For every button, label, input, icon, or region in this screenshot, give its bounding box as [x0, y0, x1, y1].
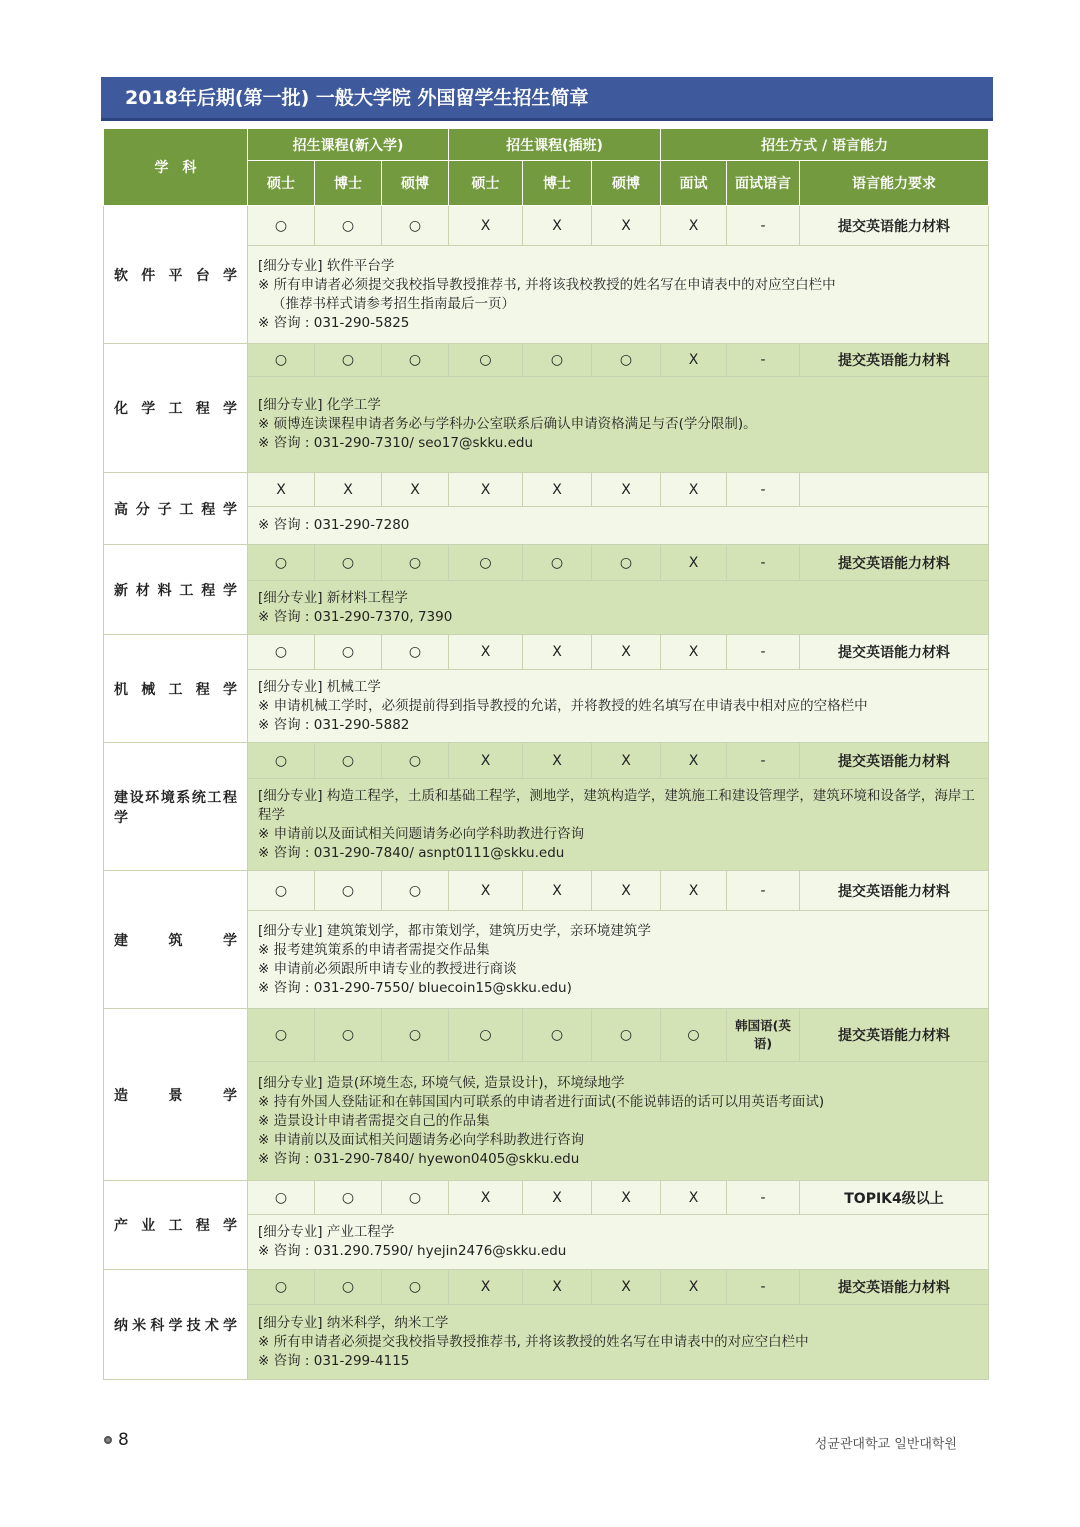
detail-line: ※ 咨询 : 031-290-7550/ bluecoin15@skku.edu) [258, 979, 572, 996]
mark-cell: ○ [661, 1009, 727, 1062]
mark-cell: X [449, 743, 523, 779]
detail-line: ※ 所有申请者必须提交我校指导教授推荐书, 并将该教授的姓名写在申请表中的对应空白栏中 [258, 1333, 809, 1350]
detail-line: ※ 所有申请者必须提交我校指导教授推荐书, 并将该我校教授的姓名写在申请表中的对应空白栏中 [258, 276, 836, 293]
subject-name: 建设环境系统工程学 [104, 743, 248, 871]
mark-cell: ○ [248, 344, 315, 377]
header-col-master: 硕士 [449, 161, 523, 206]
detail-line: [细分专业] 新材料工程学 [258, 589, 408, 606]
subject-details [248, 1215, 989, 1270]
mark-cell: X [449, 1270, 523, 1305]
mark-cell: ○ [315, 545, 382, 581]
mark-cell: ○ [592, 344, 661, 377]
detail-line: ※ 咨询 : 031-299-4115 [258, 1352, 410, 1369]
mark-cell: ○ [382, 1009, 449, 1062]
detail-line: ※ 咨询 : 031-290-7840/ hyewon0405@skku.edu [258, 1150, 580, 1167]
mark-cell: ○ [382, 871, 449, 911]
mark-cell: X [592, 206, 661, 246]
table-row [104, 1181, 989, 1215]
mark-cell: ○ [315, 344, 382, 377]
header-col-language-requirement: 语言能力要求 [800, 161, 989, 206]
mark-cell: X [661, 871, 727, 911]
subject-details [248, 670, 989, 743]
mark-cell: ○ [523, 545, 592, 581]
subject-details [248, 246, 989, 344]
mark-cell: X [449, 1181, 523, 1215]
mark-cell: ○ [523, 344, 592, 377]
detail-line: [细分专业] 构造工程学，土质和基础工程学，测地学，建筑构造学，建筑施工和建设管理学，建筑环境和设备学，海岸工程学 [258, 787, 975, 823]
mark-cell: ○ [248, 1270, 315, 1305]
detail-line: [细分专业] 产业工程学 [258, 1224, 395, 1240]
subject-name: 新材料工程学 [104, 545, 248, 635]
mark-cell: ○ [248, 206, 315, 246]
mark-cell: ○ [248, 1009, 315, 1062]
mark-cell: X [523, 206, 592, 246]
mark-cell: ○ [315, 1270, 382, 1305]
header-col-doctor: 博士 [523, 161, 592, 206]
mark-cell: ○ [592, 545, 661, 581]
language-requirement: 提交英语能力材料 [800, 635, 989, 670]
mark-cell: X [449, 871, 523, 911]
mark-cell: - [727, 635, 800, 670]
detail-line: ※ 咨询 : 031-290-7840/ asnpt0111@skku.edu [258, 844, 565, 861]
mark-cell: X [248, 473, 315, 507]
header-col-interview-language: 面试语言 [727, 161, 800, 206]
subject-name: 机械工程学 [104, 635, 248, 743]
detail-line: ※ 咨询 : 031.290.7590/ hyejin2476@skku.edu [258, 1243, 567, 1259]
mark-cell: X [592, 1270, 661, 1305]
subject-details [248, 911, 989, 1009]
mark-cell: X [661, 1270, 727, 1305]
mark-cell: X [523, 635, 592, 670]
subject-name: 建筑学 [104, 871, 248, 1009]
subject-details [248, 377, 989, 473]
language-requirement: 提交英语能力材料 [800, 871, 989, 911]
mark-cell: ○ [382, 344, 449, 377]
subject-details [248, 507, 989, 545]
mark-cell: ○ [315, 1009, 382, 1062]
subject-name: 高分子工程学 [104, 473, 248, 545]
table-row [104, 473, 989, 507]
mark-cell: ○ [248, 545, 315, 581]
mark-cell: ○ [382, 1181, 449, 1215]
detail-line: （推荐书样式请参考招生指南最后一页） [272, 295, 515, 312]
mark-cell: ○ [248, 1181, 315, 1215]
detail-line: [细分专业] 软件平台学 [258, 257, 395, 274]
language-requirement: TOPIK4级以上 [800, 1181, 989, 1215]
mark-cell: ○ [449, 545, 523, 581]
mark-cell: X [661, 344, 727, 377]
mark-cell: X [661, 206, 727, 246]
detail-line: ※ 申请机械工学时，必须提前得到指导教授的允诺，并将教授的姓名填写在申请表中相对应的空格栏中 [258, 697, 868, 714]
header-new-admission: 招生课程(新入学) [248, 129, 449, 161]
mark-cell: X [523, 743, 592, 779]
mark-cell: X [315, 473, 382, 507]
mark-cell: - [727, 1270, 800, 1305]
mark-cell: - [727, 743, 800, 779]
detail-line: ※ 咨询 : 031-290-7310/ seo17@skku.edu [258, 435, 534, 451]
mark-cell: X [449, 473, 523, 507]
header-transfer: 招生课程(插班) [449, 129, 661, 161]
header-col-combined: 硕博 [382, 161, 449, 206]
header-col-doctor: 博士 [315, 161, 382, 206]
mark-cell: ○ [248, 743, 315, 779]
page-number: 8 [104, 1430, 129, 1450]
table-row [104, 871, 989, 911]
header-col-interview: 面试 [661, 161, 727, 206]
detail-line: ※ 申请前以及面试相关问题请务必向学科助教进行咨询 [258, 1131, 585, 1148]
detail-line: ※ 硕博连读课程申请者务必与学科办公室联系后确认申请资格满足与否(学分限制)。 [258, 416, 757, 432]
mark-cell: X [523, 1181, 592, 1215]
subject-name: 化学工程学 [104, 344, 248, 473]
mark-cell: X [661, 545, 727, 581]
detail-line: ※ 申请前必须跟所申请专业的教授进行商谈 [258, 960, 517, 977]
detail-line: ※ 持有外国人登陆证和在韩国国内可联系的申请者进行面试(不能说韩语的话可以用英语考面试) [258, 1093, 825, 1110]
table-row [104, 635, 989, 670]
mark-cell: X [592, 871, 661, 911]
language-requirement: 提交英语能力材料 [800, 1009, 989, 1062]
detail-line: [细分专业] 纳米科学，纳米工学 [258, 1314, 449, 1331]
mark-cell: X [661, 473, 727, 507]
header-subject: 学 科 [104, 129, 248, 206]
page-title: 2018年后期(第一批) 一般大学院 外国留学生招生简章 [101, 77, 993, 121]
mark-cell: - [727, 344, 800, 377]
detail-line: ※ 报考建筑策系的申请者需提交作品集 [258, 941, 490, 958]
mark-cell: X [523, 1270, 592, 1305]
mark-cell: X [449, 206, 523, 246]
subject-name: 造景学 [104, 1009, 248, 1181]
mark-cell: X [523, 473, 592, 507]
mark-cell: ○ [248, 871, 315, 911]
mark-cell: - [727, 545, 800, 581]
language-requirement: 提交英语能力材料 [800, 545, 989, 581]
table-row [104, 1270, 989, 1305]
mark-cell: X [661, 1181, 727, 1215]
language-requirement: 提交英语能力材料 [800, 743, 989, 779]
mark-cell: ○ [449, 344, 523, 377]
detail-line: ※ 申请前以及面试相关问题请务必向学科助教进行咨询 [258, 825, 585, 842]
detail-line: [细分专业] 建筑策划学，都市策划学，建筑历史学，亲环境建筑学 [258, 922, 651, 939]
table-row [104, 206, 989, 246]
mark-cell: ○ [382, 206, 449, 246]
detail-line: ※ 咨询 : 031-290-5882 [258, 716, 410, 733]
detail-line: ※ 咨询 : 031-290-5825 [258, 314, 410, 331]
mark-cell: X [382, 473, 449, 507]
language-requirement: 提交英语能力材料 [800, 344, 989, 377]
language-requirement: 提交英语能力材料 [800, 206, 989, 246]
school-name: 성균관대학교 일반대학원 [814, 1437, 957, 1452]
table-row [104, 743, 989, 779]
detail-line: [细分专业] 机械工学 [258, 678, 381, 695]
header-col-combined: 硕博 [592, 161, 661, 206]
table-row [104, 545, 989, 581]
table-row [104, 1009, 989, 1062]
mark-cell: ○ [449, 1009, 523, 1062]
mark-cell: X [592, 1181, 661, 1215]
detail-line: [细分专业] 造景(环境生态, 环境气候, 造景设计)，环境绿地学 [258, 1074, 625, 1091]
mark-cell: - [727, 871, 800, 911]
language-requirement: 提交英语能力材料 [800, 1270, 989, 1305]
language-requirement [800, 473, 989, 507]
mark-cell: X [592, 473, 661, 507]
subject-details [248, 1062, 989, 1181]
detail-line: [细分专业] 化学工学 [258, 397, 381, 413]
detail-line: ※ 咨询 : 031-290-7370, 7390 [258, 608, 453, 625]
mark-cell: X [592, 635, 661, 670]
detail-line: ※ 造景设计申请者需提交自己的作品集 [258, 1112, 490, 1129]
mark-cell: ○ [315, 206, 382, 246]
mark-cell: - [727, 1181, 800, 1215]
mark-cell: ○ [592, 1009, 661, 1062]
mark-cell: ○ [248, 635, 315, 670]
mark-cell: ○ [523, 1009, 592, 1062]
mark-cell: ○ [382, 635, 449, 670]
mark-cell: X [592, 743, 661, 779]
mark-cell: X [661, 635, 727, 670]
subject-name: 纳米科学技术学 [104, 1270, 248, 1380]
mark-cell: X [449, 635, 523, 670]
subject-name: 产业工程学 [104, 1181, 248, 1270]
mark-cell: ○ [315, 1181, 382, 1215]
mark-cell: ○ [382, 743, 449, 779]
subject-name: 软件平台学 [104, 206, 248, 344]
admission-table [103, 128, 989, 1380]
bullet-icon [104, 1436, 112, 1444]
subject-details [248, 1305, 989, 1380]
mark-cell: ○ [382, 1270, 449, 1305]
mark-cell: ○ [315, 743, 382, 779]
table-row [104, 344, 989, 377]
mark-cell: 韩国语(英语) [727, 1009, 800, 1062]
header-method-language: 招生方式 / 语言能力 [661, 129, 989, 161]
mark-cell: - [727, 473, 800, 507]
subject-details [248, 581, 989, 635]
mark-cell: ○ [315, 635, 382, 670]
detail-line: ※ 咨询 : 031-290-7280 [258, 517, 410, 533]
mark-cell: - [727, 206, 800, 246]
mark-cell: X [523, 871, 592, 911]
subject-details [248, 779, 989, 871]
mark-cell: X [661, 743, 727, 779]
mark-cell: ○ [315, 871, 382, 911]
header-col-master: 硕士 [248, 161, 315, 206]
mark-cell: ○ [382, 545, 449, 581]
